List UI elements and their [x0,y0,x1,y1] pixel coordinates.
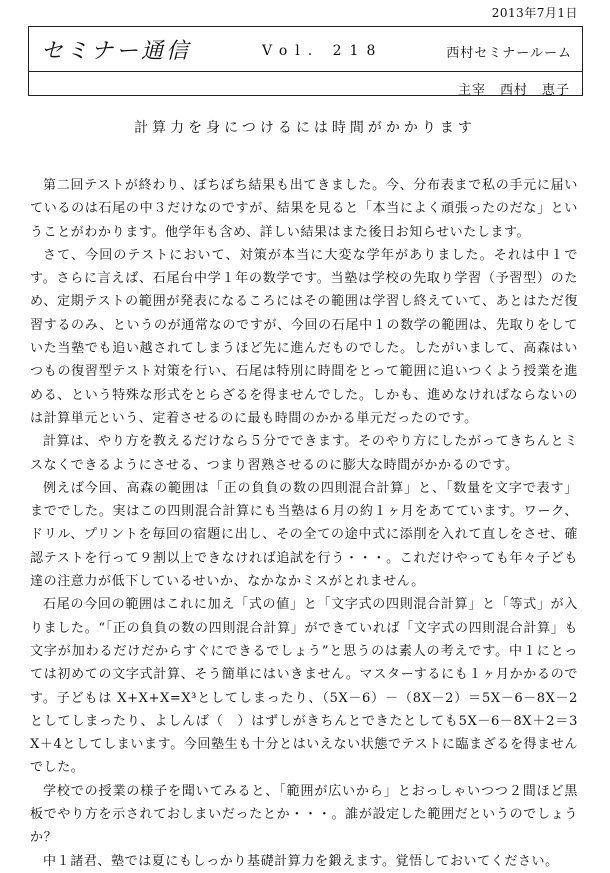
volume-number: Vol. 218 [262,43,384,59]
article-headline: 計算力を身につけるには時間がかかります [134,120,476,136]
newsletter-title: セミナー通信 [41,39,192,64]
paragraph: 学校での授業の様子を聞いてみると、「範囲が広いから」とおっしゃいつつ２間ほど黒板でやり方を示されておしまいだったとか・・・。誰が設定した範囲だというのでしょうか？ [30,783,578,846]
paragraph: さて、今回のテストにおいて、対策が本当に大変な学年がありました。それは中１です。さらに言えば、石尾台中学１年の数学です。当塾は学校の先取り学習（予習型）のため、定期テストの範囲が発表になるころにはその範囲は学習し終えていて、あとはただ復習するのみ、というのが通常なのですが、今回の石尾中１の数学の範囲は、先取りをしていた当塾でも追い越されてしまうほど先に進んだものでした。したがいまして、高森はいつもの復習型テスト対策を行い、石尾は特別に時間をとって範囲に追いつくよう授業を進める、という特殊な形式をとらざるを得ませんでした。しかも、進めなければならないのは計算単元という、定着させるのに最も時間のかかる単元だったのです。 [30,247,578,426]
organization-name: 西村セミナールーム [446,46,572,61]
author-line: 主宰 西村 恵子 [457,83,570,98]
issue-date: 2013年7月1日 [491,6,578,20]
paragraph: 計算は、やり方を教えるだけなら５分でできます。そのやり方にしたがってきちんとミスなくできるようにさせる、つまり習熟させるのに膨大な時間がかかるのです。 [30,434,578,473]
paragraph: 石尾の今回の範囲はこれに加え「式の値」と「文字式の四則混合計算」と「等式」が入りました。“「正の負負の数の四則混合計算」ができていれば「文字式の四則混合計算」も文字が加わるだけだからすぐにできるでしょう”と思うのは素人の考えです。中１にとっては初めての文字式計算、そう簡単にはいきません。マスターするにも１ヶ月かかるのです。子どもは X+X+X=X³としてしまったり、（5X－6）－（8X－2）＝5X－6－8X－2としてしまったり、よしんば（ ）はずしがきちんとできたとしても5X－6－8X＋2＝3X＋4としてしまいます。今回塾生も十分とはいえない状態でテストに臨まざるを得ませんでした。 [30,597,578,776]
paragraph: 中１諸君、塾では夏にもしっかり基礎計算力を鍛えます。覚悟しておいてください。 [43,853,559,869]
paragraph: 例えば今回、高森の範囲は「正の負負の数の四則混合計算」と、「数量を文字で表す」まででした。実はこの四則混合計算にも当塾は６月の約１ヶ月をあてています。ワーク、ドリル、プリントを毎回の宿題に出し、その全ての途中式に添削を入れて直しをさせ、確認テストを行って９割以上できなければ追試を行う・・・。これだけやっても年々子ども達の注意力が低下しているせいか、なかなかミスがとれません。 [30,480,578,590]
article-body [30,174,578,873]
header-divider [29,71,582,72]
paragraph: 第二回テストが終わり、ぼちぼち結果も出てきました。今、分布表まで私の手元に届いているのは石尾の中３だけなのですが、結果を見ると「本当によく頑張ったのだな」ということがわかります。他学年も含め、詳しい結果はまた後日お知らせいたします。 [30,178,578,240]
newsletter-header [28,26,583,96]
